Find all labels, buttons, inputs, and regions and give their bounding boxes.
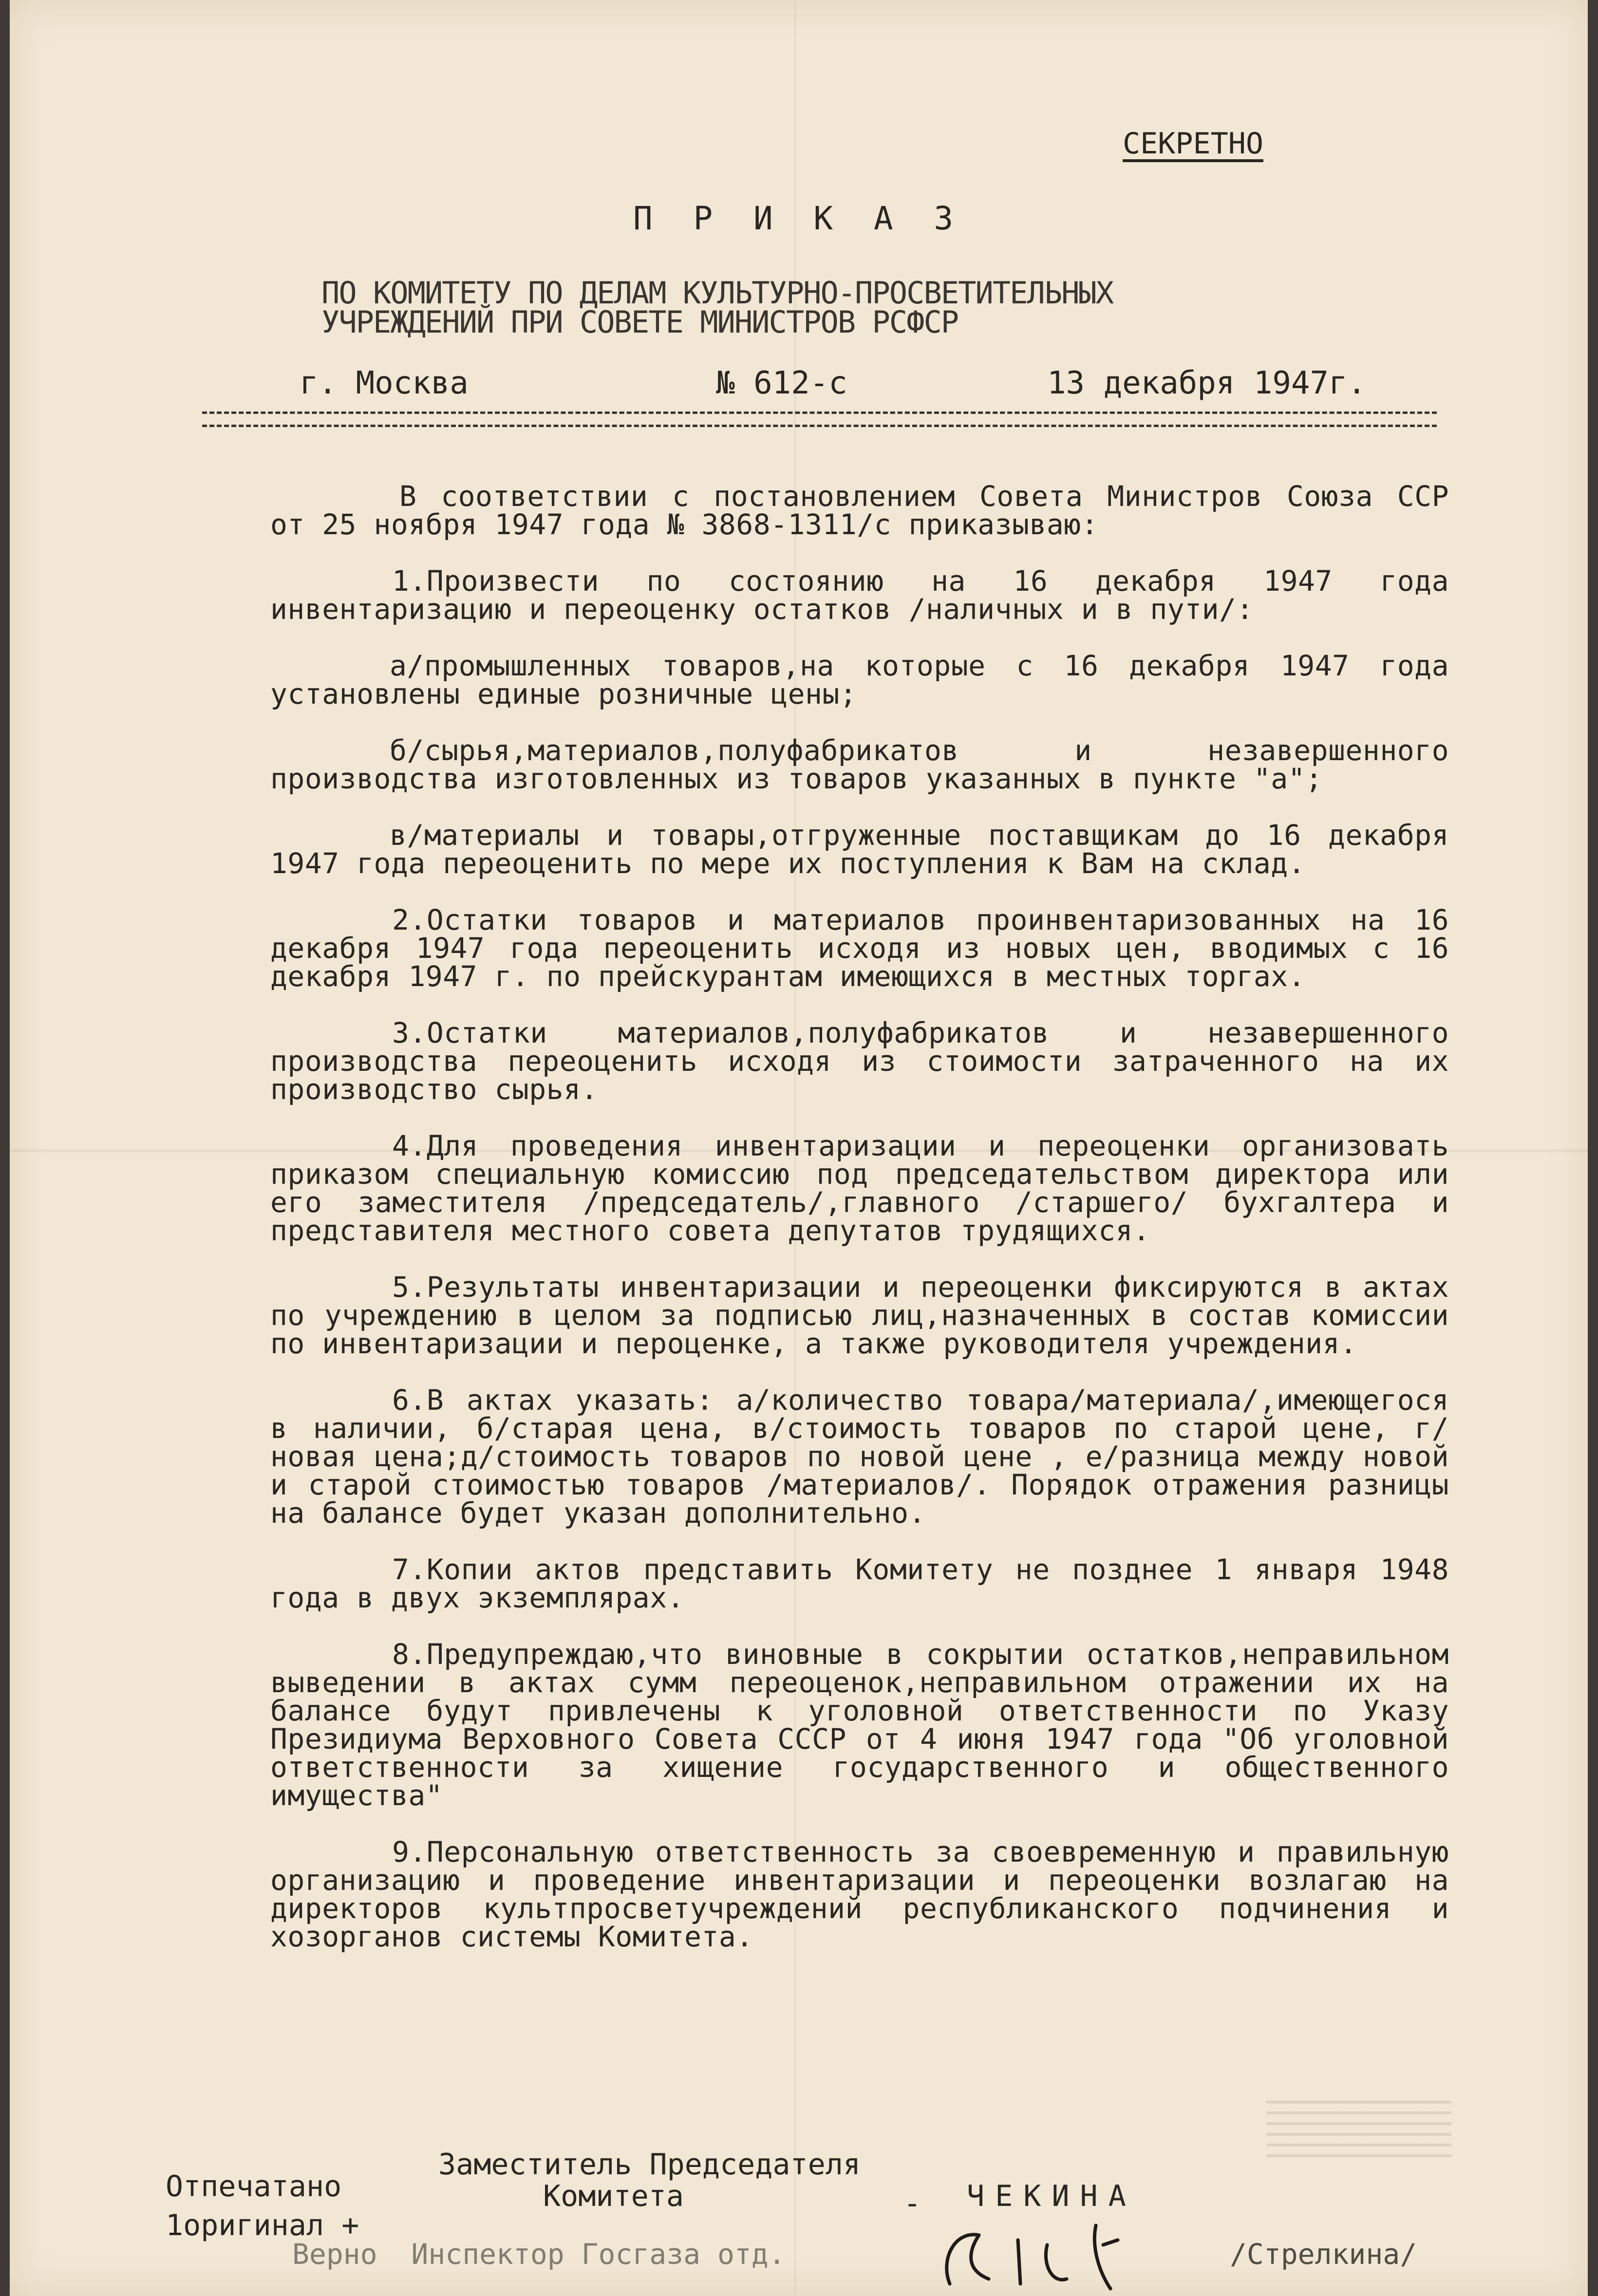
document-page — [10, 0, 1588, 2296]
order-item-1a: а/промышленных товаров,на которые с 16 декабря 1947 года установлены единые розничные цены; — [270, 649, 1449, 710]
document-city: г. Москва — [300, 365, 469, 401]
signatory-surname: ЧЕКИНА — [967, 2179, 1137, 2213]
secrecy-stamp: СЕКРЕТНО — [1123, 127, 1263, 161]
order-body — [270, 482, 1449, 1979]
order-item-1b: б/сырья,материалов,полуфабрикатов и незавершенного производства изготовленных из товаров указанных в пункте "а"; — [270, 734, 1449, 795]
header-divider — [202, 411, 1437, 427]
document-number: № 612-с — [716, 365, 847, 401]
order-item-9: 9.Персональную ответственность за своевременную и правильную организацию и проведение инвентаризации и переоценки возлагаю на директоров культпросветучреждений республиканского подчинения и хозорганов системы Комитета. — [270, 1835, 1449, 1953]
order-item-5: 5.Результаты инвентаризации и переоценки фиксируются в актах по учреждению в целом за подписью лиц,назначенных в состав комиссии по инвентаризации и пероценке, а также руководителя учреждения. — [270, 1270, 1449, 1360]
document-title: П Р И К А З — [633, 200, 964, 237]
order-item-3: 3.Остатки материалов,полуфабрикатов и незавершенного производства переоценить исходя из стоимости затраченного на их производство сырья. — [270, 1016, 1449, 1106]
order-item-8: 8.Предупреждаю,что виновные в сокрытии остатков,неправильном выведении в актах сумм переоценок,неправильном отражении их на балансе будут привлечены к уголовной ответственности по Указу Президиума Верховного Совета СССР от 4 июня 1947 года "Об уголовной ответственности за хищение государственного и общественного имущества" — [270, 1638, 1449, 1812]
issuer-line-1: ПО КОМИТЕТУ ПО ДЕЛАМ КУЛЬТУРНО-ПРОСВЕТИТЕЛЬНЫХ — [321, 275, 1113, 311]
issuer-line-2: УЧРЕЖДЕНИЙ ПРИ СОВЕТЕ МИНИСТРОВ РСФСР — [321, 304, 959, 340]
order-item-4: 4.Для проведения инвентаризации и переоценки организовать приказом специальную комиссию под председательством директора или его заместителя /председатель/,главного /старшего/ бухгалтера и представителя местного совета депутатов трудящихся. — [270, 1129, 1449, 1247]
printed-note-line-1: Отпечатано — [166, 2169, 342, 2203]
order-item-7: 7.Копии актов представить Комитету не позднее 1 января 1948 года в двух экземплярах. — [270, 1553, 1449, 1614]
signatory-position-line-1: Заместитель Председателя — [438, 2147, 861, 2182]
order-item-6: 6.В актах указать: а/количество товара/материала/,имеющегося в наличии, б/старая цена, в/стоимость товаров по старой цене, г/новая цена;д/стоимость товаров по новой цене , е/разница между новой и старой стоимостью товаров /материалов/. Порядок отражения разницы на балансе будет указан дополнительно. — [270, 1383, 1449, 1530]
faded-stamp-mark — [1266, 2099, 1451, 2157]
preamble-paragraph: В соответствии с постановлением Совета Министров Союза ССР от 25 ноября 1947 года № 3868-1311/с приказываю: — [270, 480, 1449, 541]
order-item-1v: в/материалы и товары,отгруженные поставщикам до 16 декабря 1947 года переоценить по мере их поступления к Вам на склад. — [270, 819, 1449, 880]
order-item-1: 1.Произвести по состоянию на 16 декабря 1947 года инвентаризацию и переоценку остатков /наличных и в пути/: — [270, 564, 1449, 626]
signatory-position-line-2: Комитета — [543, 2179, 684, 2213]
certifier-name: /Стрелкина/ — [1230, 2238, 1417, 2271]
order-item-2: 2.Остатки товаров и материалов проинвентаризованных на 16 декабря 1947 года переоценить исходя из новых цен, вводимых с 16 декабря 1947 г. по прейскурантам имеющихся в местных торгах. — [270, 903, 1449, 993]
document-date: 13 декабря 1947г. — [1047, 365, 1367, 401]
printed-note-line-2: 1оригинал + — [166, 2208, 359, 2242]
signature-dash: - — [903, 2186, 921, 2221]
handwritten-signature — [935, 2211, 1140, 2296]
certification-line: Верно Инспектор Госгаза отд. — [292, 2238, 786, 2271]
